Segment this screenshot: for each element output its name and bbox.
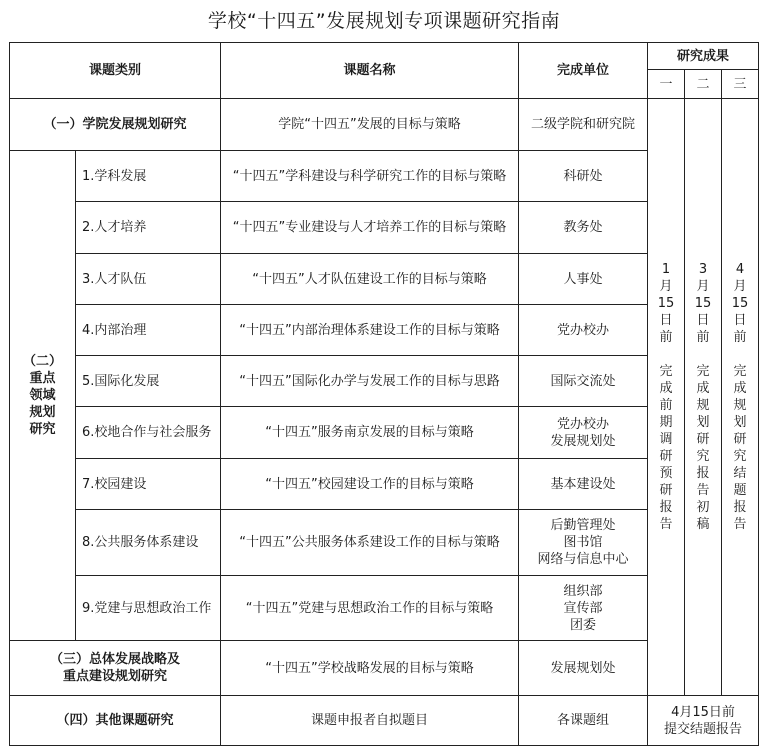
key-item-topic: “十四五”公共服务体系建设工作的目标与策略 bbox=[221, 510, 519, 576]
result-char: 报 bbox=[733, 500, 747, 515]
key-item-topic: “十四五”国际化办学与发展工作的目标与思路 bbox=[221, 356, 519, 407]
row3-topic: “十四五”学校战略发展的目标与策略 bbox=[221, 641, 519, 696]
result-char: 题 bbox=[733, 483, 747, 498]
key-item-topic: “十四五”人才队伍建设工作的目标与策略 bbox=[221, 254, 519, 305]
header-stage-1: 一 bbox=[648, 70, 685, 99]
key-group-line: 重点 bbox=[29, 371, 56, 386]
header-unit: 完成单位 bbox=[519, 43, 648, 99]
result-char: 结 bbox=[733, 466, 747, 481]
key-item-name: 3.人才队伍 bbox=[76, 254, 221, 305]
row4-result bbox=[648, 696, 759, 746]
key-item-unit: 基本建设处 bbox=[519, 459, 648, 510]
key-item-unit: 国际交流处 bbox=[519, 356, 648, 407]
result-char: 研 bbox=[733, 432, 747, 447]
header-results: 研究成果 bbox=[648, 43, 759, 70]
result-char: 研 bbox=[696, 432, 710, 447]
result-char: 日 bbox=[696, 313, 710, 328]
result-char: 前 bbox=[659, 330, 673, 345]
result-char: 调 bbox=[659, 432, 673, 447]
results-stage-1-text bbox=[648, 261, 684, 533]
key-group-line: 研究 bbox=[29, 422, 56, 437]
result-char bbox=[648, 346, 684, 363]
result-char: 月 bbox=[696, 279, 710, 294]
result-char: 规 bbox=[733, 398, 747, 413]
row4-unit: 各课题组 bbox=[519, 696, 648, 746]
result-char: 划 bbox=[696, 415, 710, 430]
result-char: 完 bbox=[659, 364, 673, 379]
result-char: 究 bbox=[733, 449, 747, 464]
row3-category-line: （三）总体发展战略及 bbox=[50, 652, 181, 667]
key-item-name: 9.党建与思想政治工作 bbox=[76, 576, 221, 641]
results-stage-1 bbox=[648, 99, 685, 696]
result-char: 完 bbox=[696, 364, 710, 379]
header-topic: 课题名称 bbox=[221, 43, 519, 99]
key-item-unit: 教务处 bbox=[519, 202, 648, 254]
results-stage-3 bbox=[722, 99, 759, 696]
result-char: 成 bbox=[733, 381, 747, 396]
key-item-unit bbox=[519, 407, 648, 459]
key-item-unit bbox=[519, 576, 648, 641]
key-group-line: 领域 bbox=[29, 388, 56, 403]
result-char: 日 bbox=[659, 313, 673, 328]
result-char: 前 bbox=[659, 398, 673, 413]
key-item-topic: “十四五”专业建设与人才培养工作的目标与策略 bbox=[221, 202, 519, 254]
unit-line: 团委 bbox=[570, 617, 597, 633]
row4-category: （四）其他课题研究 bbox=[10, 696, 221, 746]
result-char: 期 bbox=[659, 415, 673, 430]
row1-category: （一）学院发展规划研究 bbox=[10, 99, 221, 151]
result-char: 完 bbox=[733, 364, 747, 379]
unit-line: 后勤管理处 bbox=[550, 518, 616, 533]
result-char: 月 bbox=[659, 279, 673, 294]
result-char: 预 bbox=[659, 466, 673, 481]
row4-result-line: 4月15日前 bbox=[671, 704, 735, 720]
result-char: 月 bbox=[733, 279, 747, 294]
row3-category-line: 重点建设规划研究 bbox=[63, 669, 168, 684]
header-stage-2: 二 bbox=[685, 70, 722, 99]
unit-line: 组织部 bbox=[563, 583, 603, 599]
unit-line: 宣传部 bbox=[563, 600, 603, 616]
result-char: 究 bbox=[696, 449, 710, 464]
row4-topic: 课题申报者自拟题目 bbox=[221, 696, 519, 746]
result-char: 15 bbox=[731, 296, 749, 311]
result-char: 告 bbox=[659, 517, 673, 532]
result-char bbox=[722, 346, 758, 363]
key-group-line: （二） bbox=[22, 354, 62, 369]
key-item-topic: “十四五”党建与思想政治工作的目标与策略 bbox=[221, 576, 519, 641]
key-group-label bbox=[10, 151, 76, 641]
result-char: 成 bbox=[659, 381, 673, 396]
unit-line: 发展规划处 bbox=[550, 433, 616, 449]
results-stage-2-text bbox=[685, 261, 721, 533]
result-char: 1 bbox=[661, 262, 671, 277]
key-item-topic: “十四五”内部治理体系建设工作的目标与策略 bbox=[221, 305, 519, 356]
key-item-unit bbox=[519, 510, 648, 576]
key-item-unit: 人事处 bbox=[519, 254, 648, 305]
header-stage-3: 三 bbox=[722, 70, 759, 99]
result-char: 划 bbox=[733, 415, 747, 430]
result-char: 规 bbox=[696, 398, 710, 413]
result-char: 研 bbox=[659, 483, 673, 498]
result-char: 前 bbox=[696, 330, 710, 345]
result-char: 15 bbox=[694, 296, 712, 311]
result-char: 3 bbox=[698, 262, 708, 277]
result-char: 研 bbox=[659, 449, 673, 464]
row1-topic: 学院“十四五”发展的目标与策略 bbox=[221, 99, 519, 151]
row3-unit: 发展规划处 bbox=[519, 641, 648, 696]
result-char: 成 bbox=[696, 381, 710, 396]
results-stage-3-text bbox=[722, 261, 758, 533]
header-category: 课题类别 bbox=[10, 43, 221, 99]
row4-result-line: 提交结题报告 bbox=[664, 721, 743, 737]
result-char: 报 bbox=[696, 466, 710, 481]
key-item-name: 6.校地合作与社会服务 bbox=[76, 407, 221, 459]
result-char: 稿 bbox=[696, 517, 710, 532]
results-stage-2 bbox=[685, 99, 722, 696]
row1-unit: 二级学院和研究院 bbox=[519, 99, 648, 151]
result-char bbox=[685, 346, 721, 363]
research-guide-table bbox=[9, 42, 759, 746]
key-item-name: 5.国际化发展 bbox=[76, 356, 221, 407]
result-char: 初 bbox=[696, 500, 710, 515]
key-item-name: 7.校园建设 bbox=[76, 459, 221, 510]
key-item-unit: 党办校办 bbox=[519, 305, 648, 356]
result-char: 日 bbox=[733, 313, 747, 328]
key-item-name: 4.内部治理 bbox=[76, 305, 221, 356]
key-item-name: 2.人才培养 bbox=[76, 202, 221, 254]
key-group-line: 规划 bbox=[29, 405, 56, 420]
row3-category bbox=[10, 641, 221, 696]
result-char: 告 bbox=[733, 517, 747, 532]
unit-line: 党办校办 bbox=[557, 416, 610, 432]
page-title: 学校“十四五”发展规划专项课题研究指南 bbox=[207, 10, 561, 32]
key-item-topic: “十四五”学科建设与科学研究工作的目标与策略 bbox=[221, 151, 519, 202]
result-char: 4 bbox=[735, 262, 745, 277]
unit-line: 图书馆 bbox=[563, 535, 603, 550]
result-char: 报 bbox=[659, 500, 673, 515]
key-item-topic: “十四五”服务南京发展的目标与策略 bbox=[221, 407, 519, 459]
key-item-topic: “十四五”校园建设工作的目标与策略 bbox=[221, 459, 519, 510]
key-item-name: 8.公共服务体系建设 bbox=[76, 510, 221, 576]
unit-line: 网络与信息中心 bbox=[537, 552, 629, 567]
key-item-unit: 科研处 bbox=[519, 151, 648, 202]
result-char: 前 bbox=[733, 330, 747, 345]
result-char: 告 bbox=[696, 483, 710, 498]
result-char: 15 bbox=[657, 296, 675, 311]
key-item-name: 1.学科发展 bbox=[76, 151, 221, 202]
